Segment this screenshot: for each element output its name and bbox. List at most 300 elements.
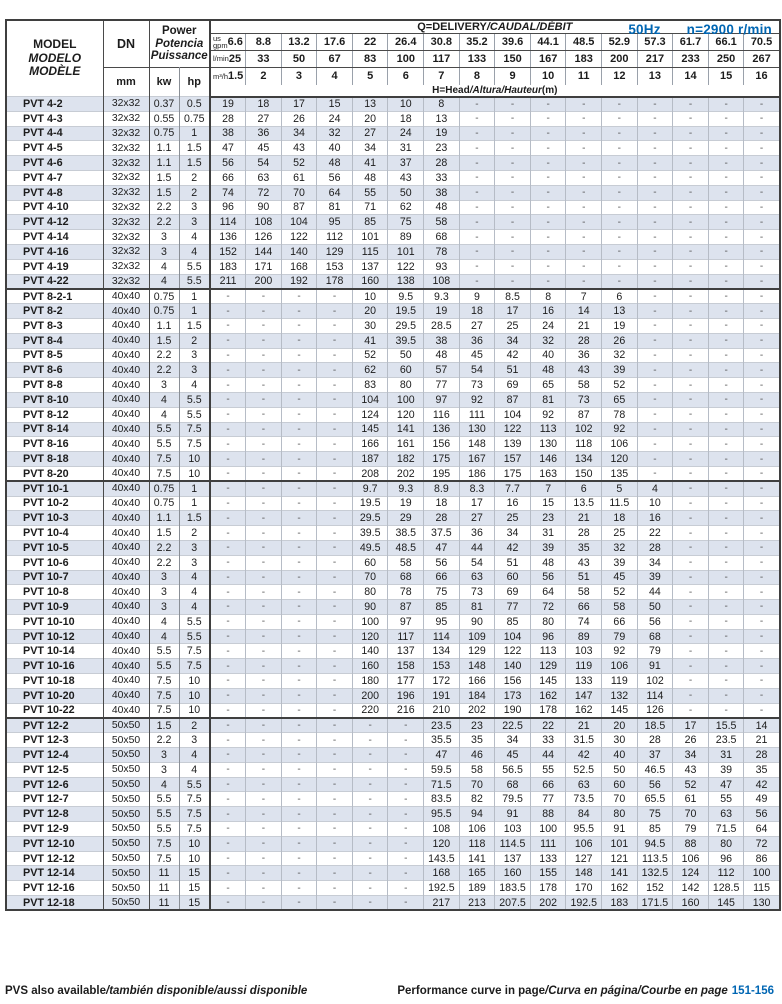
power-hp-cell: 1 [179, 481, 210, 496]
head-value-cell: 163 [530, 466, 566, 481]
head-value-cell: 7.7 [495, 481, 531, 496]
head-value-cell: - [210, 452, 246, 467]
power-hp-cell: 10 [179, 851, 210, 866]
head-value-cell: 55 [708, 792, 744, 807]
head-value-cell: 21 [744, 733, 780, 748]
head-value-cell: - [210, 526, 246, 541]
table-row [6, 629, 780, 644]
model-cell: PVT 10-2 [6, 496, 103, 511]
dn-cell: 32x32 [103, 215, 149, 230]
table-row [6, 333, 780, 348]
flow-value-m3h-13: 13 [637, 68, 673, 85]
table-row [6, 452, 780, 467]
head-value-cell: 102 [637, 674, 673, 689]
dn-cell: 50x50 [103, 733, 149, 748]
head-value-cell: 13 [424, 111, 460, 126]
head-value-cell: - [530, 141, 566, 156]
head-value-cell: - [317, 378, 353, 393]
head-value-cell: - [352, 881, 388, 896]
head-value-cell: - [317, 585, 353, 600]
head-value-cell: 16 [495, 496, 531, 511]
head-value-cell: 9.7 [352, 481, 388, 496]
head-value-cell: 95 [424, 614, 460, 629]
power-hp-cell: 5.5 [179, 259, 210, 274]
head-value-cell: 30 [602, 733, 638, 748]
head-value-cell: - [744, 111, 780, 126]
model-cell: PVT 12-6 [6, 777, 103, 792]
head-value-cell: 21 [566, 718, 602, 733]
head-value-cell: - [388, 822, 424, 837]
power-hp-cell: 10 [179, 466, 210, 481]
head-value-cell: 85 [495, 614, 531, 629]
head-value-cell: - [317, 318, 353, 333]
head-value-cell: 51 [566, 570, 602, 585]
table-row [6, 511, 780, 526]
head-value-cell: - [673, 540, 709, 555]
flow-value-usgpm-14: 61.7 [673, 34, 709, 51]
head-value-cell: - [673, 496, 709, 511]
head-value-cell: - [744, 378, 780, 393]
head-value-cell: 30 [352, 318, 388, 333]
head-value-cell: - [673, 392, 709, 407]
head-value-cell: - [317, 496, 353, 511]
head-value-cell: 88 [673, 836, 709, 851]
head-value-cell: 50 [637, 600, 673, 615]
head-value-cell: 50 [388, 348, 424, 363]
head-value-cell: 36 [246, 126, 282, 141]
head-value-cell: - [495, 185, 531, 200]
head-value-cell: 19 [424, 126, 460, 141]
head-value-cell: - [317, 570, 353, 585]
head-value-cell: - [210, 496, 246, 511]
dn-cell: 40x40 [103, 392, 149, 407]
power-hp-cell: 10 [179, 703, 210, 718]
head-value-cell: 25 [495, 318, 531, 333]
head-value-cell: 22 [637, 526, 673, 541]
head-value-cell: 43 [566, 555, 602, 570]
head-value-cell: - [210, 407, 246, 422]
head-value-cell: 58 [566, 585, 602, 600]
model-cell: PVT 10-20 [6, 688, 103, 703]
head-value-cell: - [281, 674, 317, 689]
head-value-cell: - [673, 703, 709, 718]
head-value-cell: 31 [388, 141, 424, 156]
head-value-cell: 17 [459, 496, 495, 511]
head-value-cell: 63 [566, 777, 602, 792]
head-value-cell: 58 [388, 555, 424, 570]
head-value-cell: 58 [424, 215, 460, 230]
head-value-cell: - [708, 511, 744, 526]
head-value-cell: 56 [530, 570, 566, 585]
pump-spec-table [5, 19, 781, 911]
model-cell: PVT 10-5 [6, 540, 103, 555]
head-value-cell: 87 [281, 200, 317, 215]
head-value-cell: 47 [210, 141, 246, 156]
head-value-cell: - [281, 496, 317, 511]
head-value-cell: - [459, 259, 495, 274]
head-value-cell: 56 [424, 555, 460, 570]
power-kw-cell: 2.2 [149, 215, 179, 230]
head-value-cell: 8.5 [495, 289, 531, 304]
head-value-cell: - [459, 200, 495, 215]
table-row [6, 185, 780, 200]
head-value-cell: 126 [637, 703, 673, 718]
head-value-cell: - [281, 718, 317, 733]
flow-value-lmin-13: 217 [637, 51, 673, 68]
power-kw-cell: 11 [149, 896, 179, 911]
head-value-cell: 70 [352, 570, 388, 585]
table-row [6, 466, 780, 481]
head-value-cell: - [281, 614, 317, 629]
flow-value-usgpm-8: 35.2 [459, 34, 495, 51]
head-value-cell: 28 [210, 111, 246, 126]
head-value-cell: - [281, 392, 317, 407]
head-value-cell: - [388, 851, 424, 866]
table-row [6, 659, 780, 674]
head-value-cell: - [637, 200, 673, 215]
head-value-cell: 28.5 [424, 318, 460, 333]
head-value-cell: 213 [459, 896, 495, 911]
dn-cell: 40x40 [103, 644, 149, 659]
flow-value-lmin-6: 100 [388, 51, 424, 68]
head-value-cell: 43 [388, 170, 424, 185]
head-value-cell: - [637, 126, 673, 141]
head-value-cell: 7 [530, 481, 566, 496]
head-value-cell: 120 [424, 836, 460, 851]
power-hp-cell: 4 [179, 762, 210, 777]
head-value-cell: 101 [602, 836, 638, 851]
model-cell: PVT 10-7 [6, 570, 103, 585]
head-value-cell: - [673, 585, 709, 600]
table-row [6, 540, 780, 555]
head-value-cell: - [246, 718, 282, 733]
head-value-cell: - [210, 896, 246, 911]
head-value-cell: 175 [424, 452, 460, 467]
head-value-cell: - [744, 318, 780, 333]
head-value-cell: - [708, 348, 744, 363]
model-cell: PVT 10-3 [6, 511, 103, 526]
head-value-cell: - [352, 733, 388, 748]
head-value-cell: - [246, 807, 282, 822]
head-value-cell: - [246, 555, 282, 570]
head-value-cell: 130 [530, 437, 566, 452]
head-value-cell: 80 [708, 836, 744, 851]
head-value-cell: 128.5 [708, 881, 744, 896]
head-value-cell: - [744, 274, 780, 289]
head-value-cell: 11.5 [602, 496, 638, 511]
head-value-cell: 96 [708, 851, 744, 866]
model-cell: PVT 8-2 [6, 304, 103, 319]
head-value-cell: - [744, 466, 780, 481]
flow-value-m3h-3: 3 [281, 68, 317, 85]
flow-unit-usgpm: us gpm [213, 33, 228, 50]
power-hp-cell: 4 [179, 378, 210, 393]
head-value-cell: - [602, 156, 638, 171]
dn-cell: 40x40 [103, 688, 149, 703]
head-value-cell: 202 [388, 466, 424, 481]
head-value-cell: 34 [495, 333, 531, 348]
table-row [6, 792, 780, 807]
head-value-cell: 32 [317, 126, 353, 141]
flow-unit-lmin: l/min [213, 54, 229, 64]
head-value-cell: - [246, 836, 282, 851]
head-value-cell: - [246, 896, 282, 911]
head-value-cell: 43 [566, 363, 602, 378]
head-value-cell: 124 [352, 407, 388, 422]
head-value-cell: 124 [673, 866, 709, 881]
head-value-cell: 9.3 [388, 481, 424, 496]
head-value-cell: 25 [602, 526, 638, 541]
dn-cell: 40x40 [103, 526, 149, 541]
head-value-cell: 52 [602, 585, 638, 600]
dn-cell: 40x40 [103, 422, 149, 437]
head-value-cell: 147 [566, 688, 602, 703]
table-row [6, 866, 780, 881]
head-value-cell: - [637, 170, 673, 185]
head-value-cell: - [281, 777, 317, 792]
power-kw-label: kw [149, 68, 179, 97]
head-value-cell: 127 [566, 851, 602, 866]
power-kw-cell: 1.1 [149, 318, 179, 333]
dn-cell: 50x50 [103, 792, 149, 807]
head-value-cell: - [317, 600, 353, 615]
flow-value-usgpm-12: 52.9 [602, 34, 638, 51]
head-value-cell: - [246, 600, 282, 615]
dn-cell: 40x40 [103, 407, 149, 422]
flow-value-usgpm-11: 48.5 [566, 34, 602, 51]
head-value-cell: 85 [352, 215, 388, 230]
head-value-cell: - [281, 540, 317, 555]
head-value-cell: - [744, 481, 780, 496]
head-value-cell: 118 [566, 437, 602, 452]
flow-value-lmin-5: 83 [352, 51, 388, 68]
head-value-cell: - [708, 688, 744, 703]
speed-label: n=2900 r/min [686, 22, 772, 37]
head-value-cell: - [744, 170, 780, 185]
head-value-cell: 59.5 [424, 762, 460, 777]
power-kw-cell: 1.5 [149, 333, 179, 348]
head-value-cell: - [281, 881, 317, 896]
flow-value-usgpm-16: 70.5 [744, 34, 780, 51]
head-value-cell: 42 [566, 748, 602, 763]
head-value-cell: - [708, 304, 744, 319]
head-value-cell: - [673, 333, 709, 348]
power-kw-cell: 11 [149, 881, 179, 896]
head-value-cell: 73 [459, 378, 495, 393]
flow-value-m3h-4: 4 [317, 68, 353, 85]
head-value-cell: - [602, 141, 638, 156]
dn-cell: 50x50 [103, 896, 149, 911]
model-cell: PVT 8-4 [6, 333, 103, 348]
head-value-cell: 34 [637, 555, 673, 570]
head-value-cell: 120 [602, 452, 638, 467]
head-value-cell: - [744, 674, 780, 689]
head-value-cell: 25 [495, 511, 531, 526]
head-value-cell: 39 [602, 555, 638, 570]
head-value-cell: - [210, 363, 246, 378]
dn-cell: 40x40 [103, 600, 149, 615]
power-kw-cell: 1.5 [149, 185, 179, 200]
head-value-cell: 43 [281, 141, 317, 156]
head-value-cell: - [317, 422, 353, 437]
power-kw-cell: 0.55 [149, 111, 179, 126]
head-value-cell: 74 [210, 185, 246, 200]
head-value-cell: - [246, 866, 282, 881]
head-value-cell: - [673, 644, 709, 659]
head-value-cell: - [673, 274, 709, 289]
head-value-cell: - [317, 466, 353, 481]
power-kw-cell: 4 [149, 629, 179, 644]
head-value-cell: 24 [530, 318, 566, 333]
dn-cell: 50x50 [103, 881, 149, 896]
head-value-cell: 64 [744, 822, 780, 837]
head-value-cell: - [210, 348, 246, 363]
head-value-cell: 92 [602, 422, 638, 437]
head-value-cell: 18 [388, 111, 424, 126]
head-value-cell: - [210, 851, 246, 866]
head-value-cell: 20 [352, 304, 388, 319]
head-value-cell: - [281, 570, 317, 585]
head-value-cell: - [637, 378, 673, 393]
power-kw-cell: 7.5 [149, 703, 179, 718]
head-value-cell: - [708, 141, 744, 156]
head-value-cell: - [637, 141, 673, 156]
head-value-cell: - [673, 348, 709, 363]
head-value-cell: 52 [602, 378, 638, 393]
head-value-cell: 166 [459, 674, 495, 689]
head-value-cell: 111 [530, 836, 566, 851]
head-value-cell: - [352, 822, 388, 837]
head-value-cell: 183 [602, 896, 638, 911]
head-value-cell: 75 [637, 807, 673, 822]
head-value-cell: - [673, 511, 709, 526]
head-value-cell: - [708, 126, 744, 141]
head-value-cell: 8.3 [459, 481, 495, 496]
operating-conditions [628, 22, 772, 37]
head-value-cell: - [246, 659, 282, 674]
model-cell: PVT 10-1 [6, 481, 103, 496]
head-value-cell: 80 [530, 614, 566, 629]
head-value-cell: - [744, 688, 780, 703]
head-value-cell: 178 [317, 274, 353, 289]
power-hp-cell: 1 [179, 289, 210, 304]
model-cell: PVT 12-4 [6, 748, 103, 763]
head-value-cell: 133 [530, 851, 566, 866]
head-value-cell: 101 [352, 230, 388, 245]
dn-cell: 40x40 [103, 481, 149, 496]
model-cell: PVT 10-14 [6, 644, 103, 659]
head-value-cell: - [281, 555, 317, 570]
power-hp-cell: 1 [179, 126, 210, 141]
head-value-cell: - [744, 540, 780, 555]
head-value-cell: 182 [388, 452, 424, 467]
head-value-cell: - [352, 851, 388, 866]
flow-value-usgpm-3: 13.2 [281, 34, 317, 51]
head-value-cell: - [744, 304, 780, 319]
dn-cell: 32x32 [103, 111, 149, 126]
head-value-cell: - [708, 200, 744, 215]
power-hp-cell: 15 [179, 896, 210, 911]
table-row [6, 304, 780, 319]
head-value-cell: 19 [424, 304, 460, 319]
head-value-cell: 158 [388, 659, 424, 674]
power-kw-cell: 0.37 [149, 97, 179, 112]
head-value-cell: - [744, 437, 780, 452]
head-value-cell: - [637, 452, 673, 467]
head-value-cell: 104 [495, 629, 531, 644]
head-value-cell: 23 [459, 718, 495, 733]
head-value-cell: - [246, 496, 282, 511]
head-value-cell: 8 [424, 97, 460, 112]
dn-cell: 40x40 [103, 363, 149, 378]
power-hp-cell: 2 [179, 718, 210, 733]
head-value-cell: 32 [530, 333, 566, 348]
head-value-cell: - [246, 570, 282, 585]
dn-cell: 32x32 [103, 126, 149, 141]
head-value-cell: - [281, 348, 317, 363]
head-value-cell: 27 [246, 111, 282, 126]
head-value-cell: 61 [281, 170, 317, 185]
head-value-cell: 91 [637, 659, 673, 674]
head-value-cell: - [246, 629, 282, 644]
head-value-cell: 133 [566, 674, 602, 689]
head-value-cell: - [317, 348, 353, 363]
head-value-cell: - [210, 437, 246, 452]
head-value-cell: - [673, 629, 709, 644]
head-value-cell: - [210, 304, 246, 319]
head-value-cell: 6 [602, 289, 638, 304]
head-value-cell: - [637, 274, 673, 289]
model-cell: PVT 4-14 [6, 230, 103, 245]
head-value-cell: - [673, 452, 709, 467]
head-value-cell: - [388, 881, 424, 896]
head-value-cell: 132 [602, 688, 638, 703]
head-value-cell: - [708, 111, 744, 126]
head-value-cell: 47 [424, 540, 460, 555]
flow-value-m3h-8: 8 [459, 68, 495, 85]
head-value-cell: 92 [530, 407, 566, 422]
head-value-cell: 55 [530, 762, 566, 777]
head-value-cell: - [673, 215, 709, 230]
head-value-cell: 14 [566, 304, 602, 319]
flow-value-m3h-14: 14 [673, 68, 709, 85]
head-value-cell: - [708, 392, 744, 407]
head-value-cell: - [281, 600, 317, 615]
head-value-cell: - [459, 230, 495, 245]
head-value-cell: 178 [530, 703, 566, 718]
head-value-cell: - [744, 452, 780, 467]
head-value-cell: 137 [495, 851, 531, 866]
power-kw-cell: 5.5 [149, 437, 179, 452]
head-value-cell: - [210, 422, 246, 437]
head-value-cell: 200 [246, 274, 282, 289]
head-value-cell: 17 [673, 718, 709, 733]
head-value-cell: 18 [246, 97, 282, 112]
head-value-cell: - [566, 215, 602, 230]
head-meters-label: H=Head/Altura/Hauteur(m) [210, 85, 780, 97]
head-value-cell: - [744, 333, 780, 348]
head-value-cell: - [744, 407, 780, 422]
power-kw-cell: 3 [149, 748, 179, 763]
power-kw-cell: 3 [149, 762, 179, 777]
head-value-cell: 134 [566, 452, 602, 467]
dn-cell: 50x50 [103, 851, 149, 866]
head-value-cell: - [602, 259, 638, 274]
head-value-cell: - [317, 762, 353, 777]
power-kw-cell: 3 [149, 230, 179, 245]
head-value-cell: 79 [602, 629, 638, 644]
head-value-cell: - [708, 644, 744, 659]
